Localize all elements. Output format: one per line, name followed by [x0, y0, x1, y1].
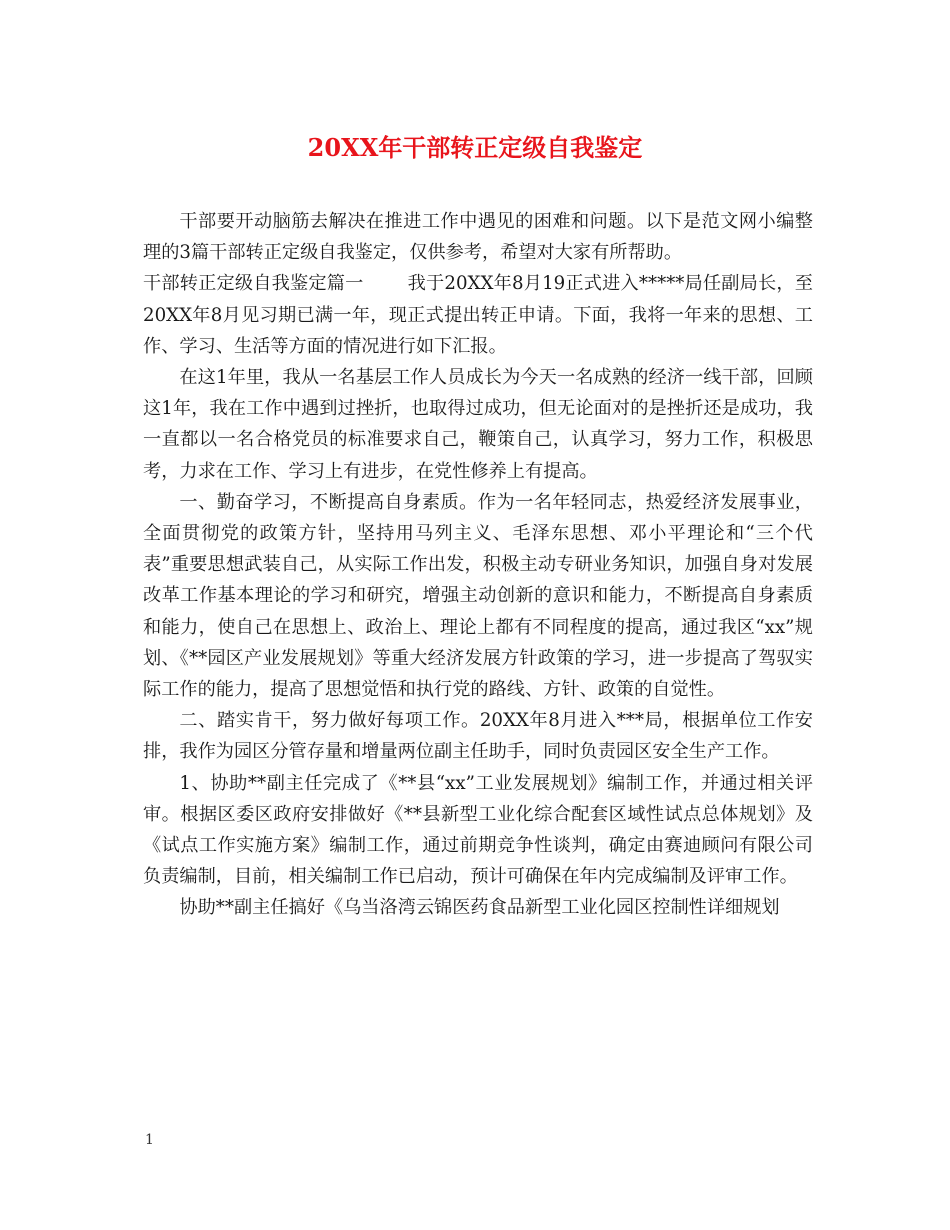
page-number: 1: [145, 1132, 154, 1148]
body-paragraph: 一、勤奋学习，不断提高自身素质。作为一名年轻同志，热爱经济发展事业，全面贯彻党的政策方针，坚持用马列主义、毛泽东思想、邓小平理论和“三个代表”重要思想武装自己，从实际工作出发，积极主动专研业务知识，加强自身对发展改革工作基本理论的学习和研究，增强主动创新的意识和能力，不断提高自身素质和能力，使自己在思想上、政治上、理论上都有不同程度的提高，通过我区“xx”规划、《**园区产业发展规划》等重大经济发展方针政策的学习，进一步提高了驾驭实际工作的能力，提高了思想觉悟和执行党的路线、方针、政策的自觉性。: [143, 491, 813, 701]
document-title: 20XX年干部转正定级自我鉴定: [307, 133, 643, 162]
section-label: 干部转正定级自我鉴定篇一: [143, 273, 364, 295]
body-paragraph: 协助**副主任搞好《乌当洛湾云锦医药食品新型工业化园区控制性详细规划: [179, 897, 780, 919]
body-paragraph: 二、踏实肯干，努力做好每项工作。20XX年8月进入***局，根据单位工作安排，我作为园区分管存量和增量两位副主任助手，同时负责园区安全生产工作。: [143, 710, 813, 763]
section-first-line: 我于20XX年8月19正式进入*****局任副局长，至20XX年8月见习期已满一年，现正式提出转正申请。下面，我将一年来的思想、工作、学习、生活等方面的情况进行如下汇报。: [143, 273, 813, 357]
section-paragraph: [143, 268, 813, 362]
intro-paragraph: 干部要开动脑筋去解决在推进工作中遇见的困难和问题。以下是范文网小编整理的3篇干部转正定级自我鉴定，仅供参考，希望对大家有所帮助。: [143, 211, 813, 264]
document-body: [143, 206, 813, 924]
body-paragraph: 1、协助**副主任完成了《**县“xx”工业发展规划》编制工作，并通过相关评审。根据区委区政府安排做好《**县新型工业化综合配套区域性试点总体规划》及《试点工作实施方案》编制工作，通过前期竞争性谈判，确定由赛迪顾问有限公司负责编制，目前，相关编制工作已启动，预计可确保在年内完成编制及评审工作。: [143, 772, 813, 888]
body-paragraph: 在这1年里，我从一名基层工作人员成长为今天一名成熟的经济一线干部，回顾这1年，我在工作中遇到过挫折，也取得过成功，但无论面对的是挫折还是成功，我一直都以一名合格党员的标准要求自己，鞭策自己，认真学习，努力工作，积极思考，力求在工作、学习上有进步，在党性修养上有提高。: [143, 367, 813, 482]
